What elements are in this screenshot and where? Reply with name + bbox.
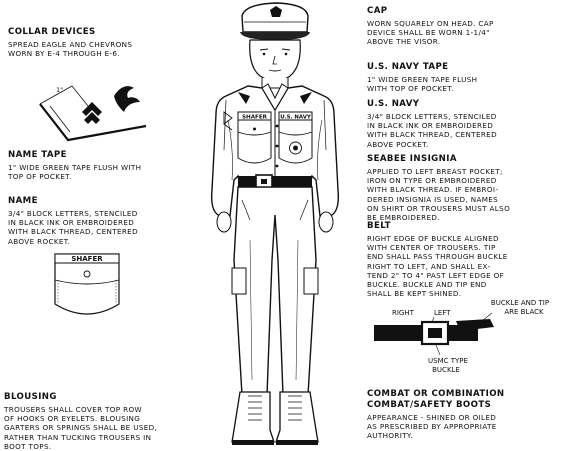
name-heading: NAME bbox=[8, 196, 38, 206]
collar-devices-text: SPREAD EAGLE AND CHEVRONS WORN BY E-4 THROUGH E-6. bbox=[8, 40, 133, 59]
spread-eagle-icon bbox=[114, 86, 140, 112]
belt-tip-label-line2: ARE BLACK bbox=[504, 308, 544, 316]
belt-diagram bbox=[372, 295, 572, 377]
usmc-label-line1: USMC TYPE bbox=[428, 357, 468, 365]
usmc-buckle-icon bbox=[422, 322, 448, 344]
chevron-icon bbox=[82, 102, 102, 124]
belt-left-label: LEFT bbox=[434, 309, 451, 317]
cap-heading: CAP bbox=[367, 6, 388, 16]
usmc-label-line2: BUCKLE bbox=[432, 366, 460, 374]
name-tape-heading: NAME TAPE bbox=[8, 150, 67, 160]
name-tape-section bbox=[8, 150, 183, 181]
left-pocket-illustration bbox=[238, 112, 271, 163]
figure-usn-tape-text: U.S. NAVY bbox=[280, 114, 311, 121]
usn-tape-text: 1" WIDE GREEN TAPE FLUSH WITH TOP OF POCKET. bbox=[367, 75, 478, 94]
collar-device-diagram bbox=[28, 78, 153, 143]
name-section bbox=[8, 196, 183, 246]
belt-section bbox=[367, 221, 572, 298]
usn-tape-heading: U.S. NAVY TAPE bbox=[367, 62, 449, 72]
name-text: 3/4" BLOCK LETTERS, STENCILED IN BLACK INK OR EMBROIDERED WITH BLACK THREAD, CENTERED ABOVE ROCKET. bbox=[8, 209, 138, 246]
cap-section bbox=[367, 6, 572, 47]
seabee-heading: SEABEE INSIGNIA bbox=[367, 154, 457, 164]
collar-devices-section bbox=[8, 27, 183, 58]
boots-illustration bbox=[232, 392, 318, 445]
usn-text: 3/4" BLOCK LETTERS, STENCILED IN BLACK INK OR EMBROIDERED WITH BLACK THREAD, CENTERED ABOVE POCKET. bbox=[367, 112, 497, 149]
pocket-diagram bbox=[52, 250, 122, 324]
collar-dimension-label: 1" bbox=[56, 86, 64, 94]
belt-text: RIGHT EDGE OF BUCKLE ALIGNED WITH CENTER OF TROUSERS. TIP END SHALL PASS THROUGH BUCKLE RIGHT TO LEFT, AND SHALL EX- TEND 2" TO 4" PAST LEFT EDGE OF BUCKLE. BUCKLE AND TIP END SHALL BE KEPT SHINED. bbox=[367, 234, 508, 299]
blousing-section bbox=[4, 392, 199, 451]
usn-heading: U.S. NAVY bbox=[367, 99, 420, 109]
cap-illustration bbox=[240, 3, 310, 40]
blousing-text: TROUSERS SHALL COVER TOP ROW OF HOOKS OR EYELETS. BLOUSING GARTERS OR SPRINGS SHALL BE USED, RATHER THAN TUCKING TROUSERS IN BOOT TOPS. bbox=[4, 405, 158, 451]
belt-right-label: RIGHT bbox=[392, 309, 414, 317]
figure-name-tape-text: SHAFER bbox=[242, 114, 267, 121]
name-tape-text: 1" WIDE GREEN TAPE FLUSH WITH TOP OF POCKET. bbox=[8, 163, 142, 182]
usn-section bbox=[367, 99, 572, 149]
boots-heading: COMBAT OR COMBINATION COMBAT/SAFETY BOOTS bbox=[367, 389, 505, 410]
blousing-heading: BLOUSING bbox=[4, 392, 57, 402]
seabee-section bbox=[367, 154, 572, 222]
sailor-figure bbox=[190, 0, 360, 451]
seabee-text: APPLIED TO LEFT BREAST POCKET; IRON ON TYPE OR EMBROIDERED WITH BLACK THREAD. IF EMBROI- DERED INSIGNIA IS USED, NAMES ON SHIRT OR TROUSERS MUST ALSO BE EMBROIDERED. bbox=[367, 167, 511, 223]
figure-belt-illustration bbox=[238, 175, 312, 188]
cap-text: WORN SQUARELY ON HEAD. CAP DEVICE SHALL BE WORN 1-1/4" ABOVE THE VISOR. bbox=[367, 19, 494, 47]
pocket-name-label: SHAFER bbox=[71, 255, 103, 263]
collar-devices-heading: COLLAR DEVICES bbox=[8, 27, 96, 37]
right-pocket-illustration bbox=[279, 112, 312, 163]
belt-tip-label-line1: BUCKLE AND TIP bbox=[490, 299, 550, 307]
boots-text: APPEARANCE - SHINED OR OILED AS PRESCRIBED BY APPROPRIATE AUTHORITY. bbox=[367, 413, 497, 441]
trousers-illustration bbox=[232, 187, 318, 395]
boots-section bbox=[367, 389, 572, 441]
head-illustration bbox=[250, 40, 301, 88]
belt-heading: BELT bbox=[367, 221, 391, 231]
usn-tape-section bbox=[367, 62, 572, 93]
